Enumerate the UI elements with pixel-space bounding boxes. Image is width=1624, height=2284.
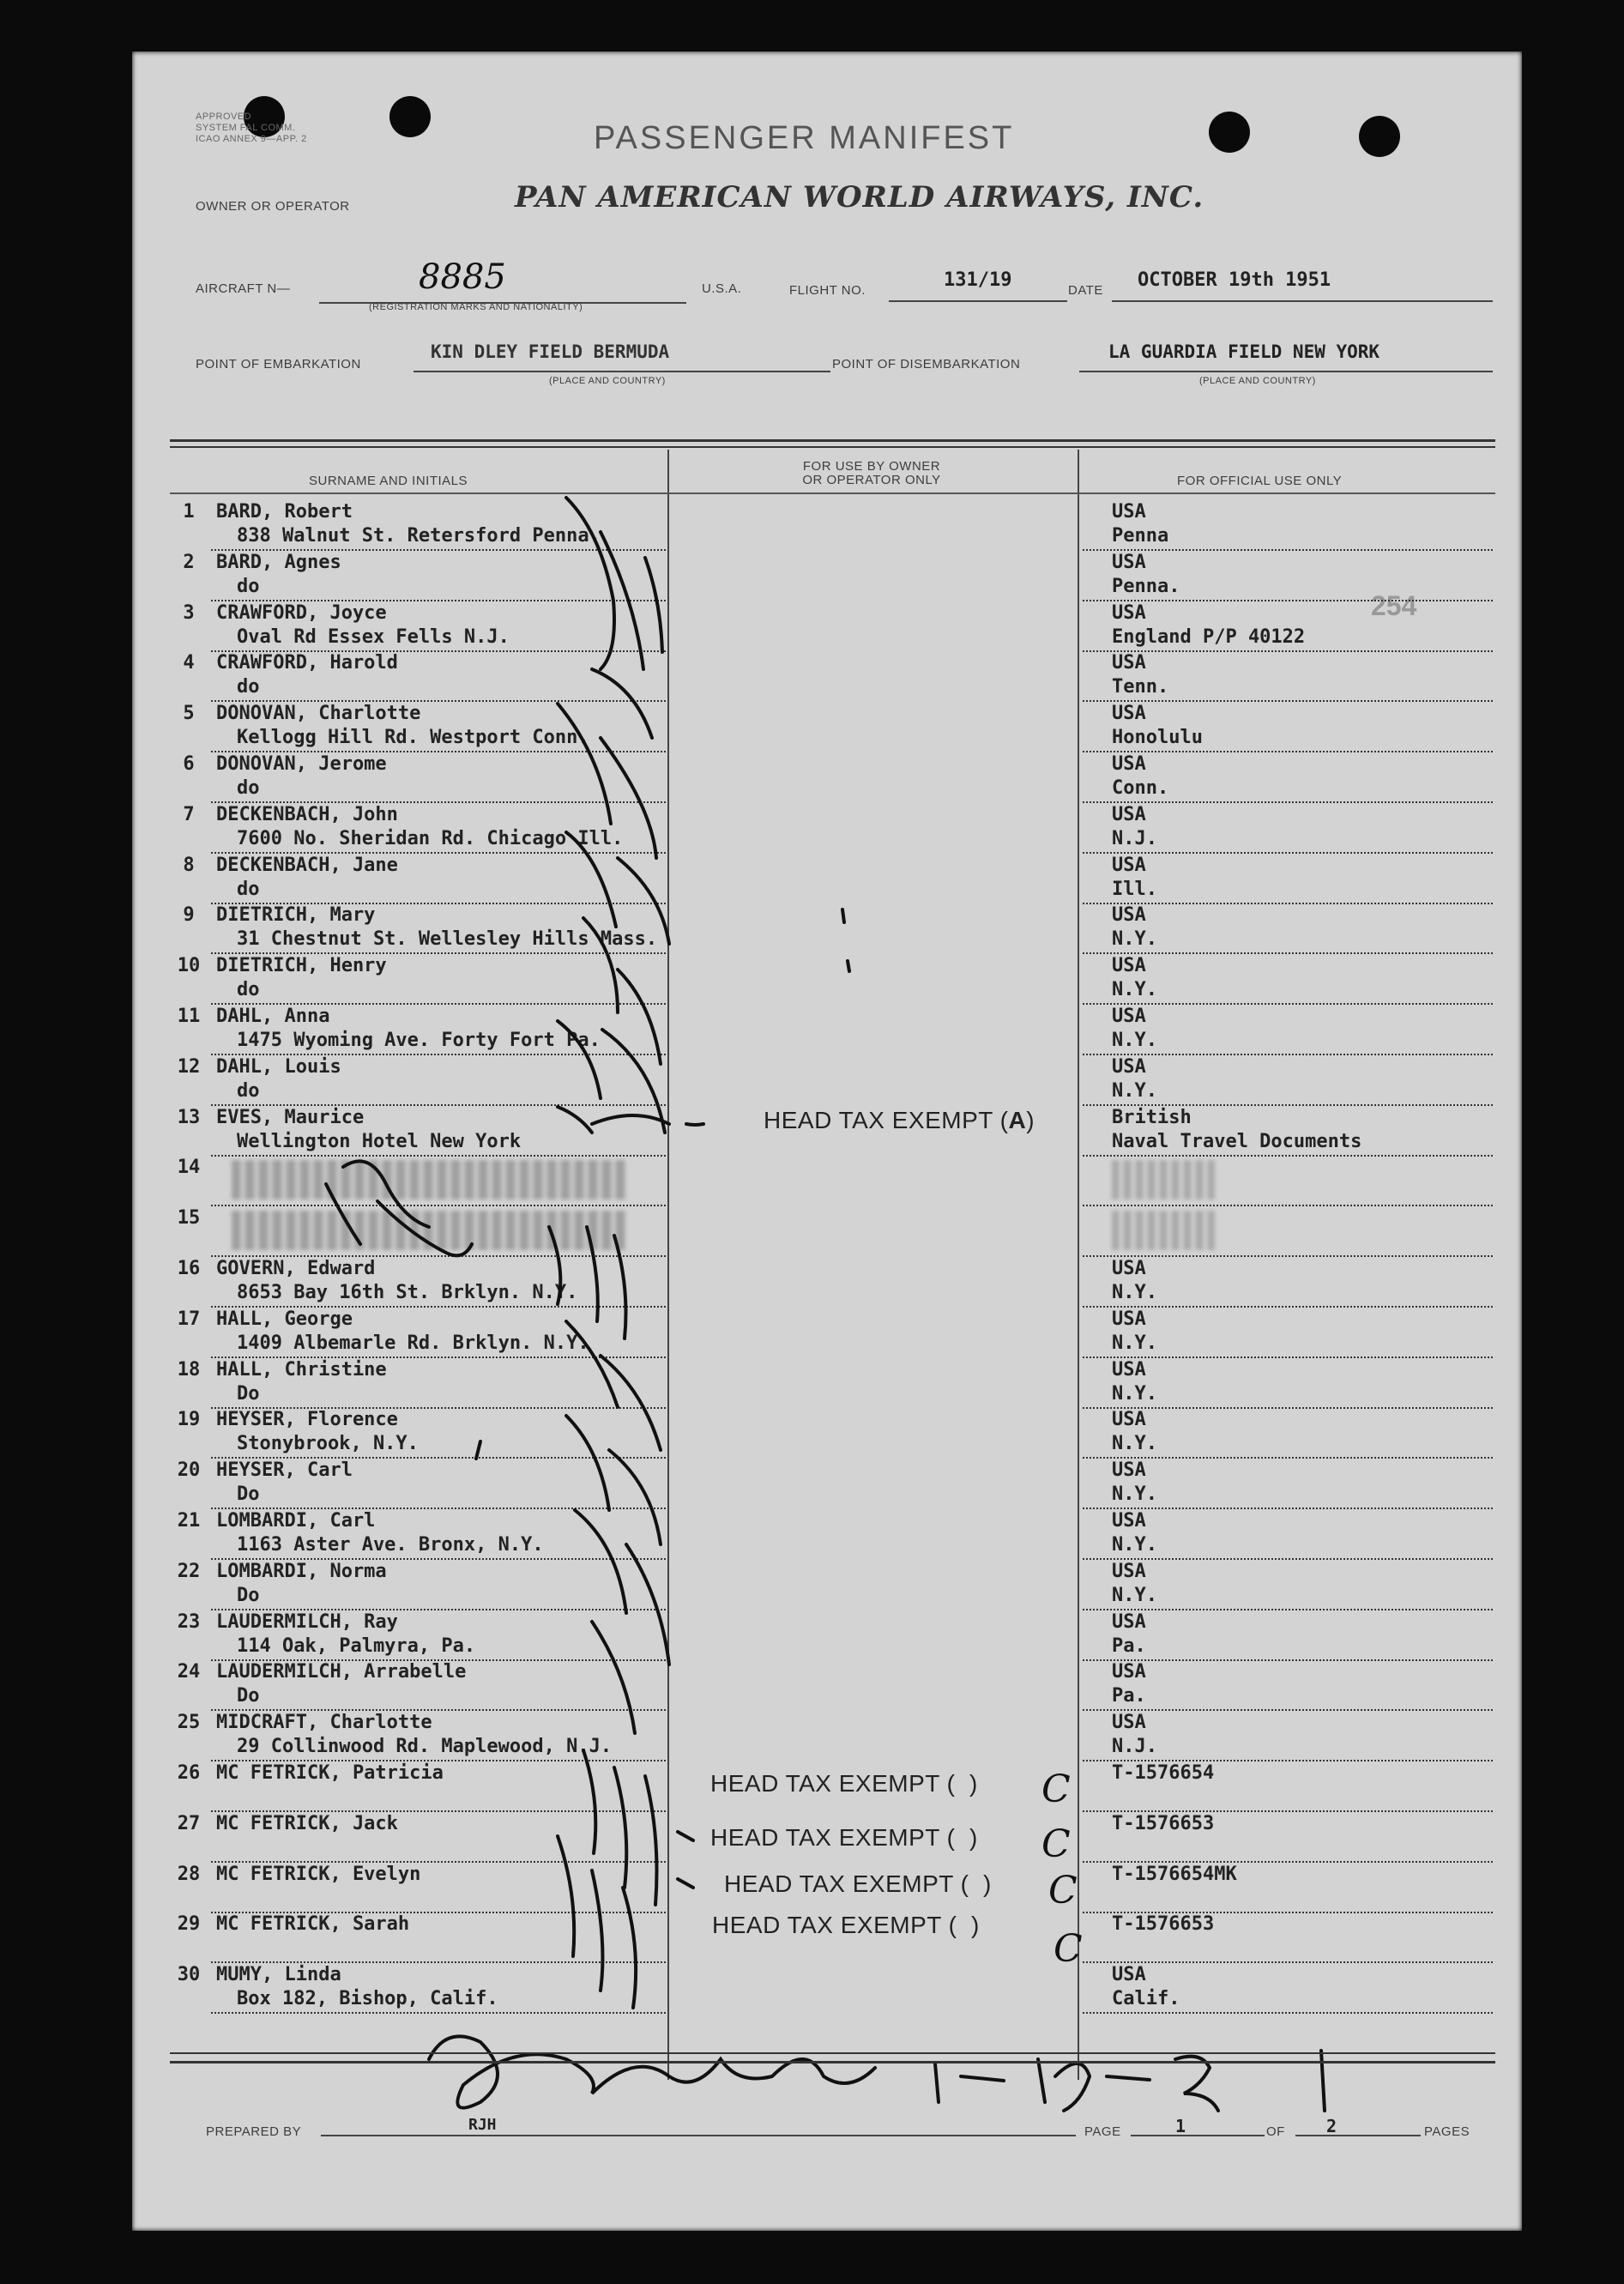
official-nationality: T-1576653 [1112, 1813, 1215, 1834]
row-number: 3 [183, 602, 195, 624]
approval-line: SYSTEM FAL COMM. [196, 123, 296, 133]
stamp-mark: C [1041, 1767, 1071, 1811]
official-residence: Penna. [1112, 576, 1180, 597]
passenger-address: 1163 Aster Ave. Bronx, N.Y. [237, 1534, 544, 1556]
passenger-name: HALL, George [216, 1308, 353, 1330]
row-guide-line [211, 1457, 666, 1459]
row-guide-line [211, 1054, 666, 1055]
official-residence: N.Y. [1112, 1030, 1157, 1051]
official-residence: N.Y. [1112, 1585, 1157, 1606]
passenger-address: Stonybrook, N.Y. [237, 1433, 419, 1454]
passenger-name: EVES, Maurice [216, 1107, 365, 1128]
passenger-name: DECKENBACH, Jane [216, 855, 398, 876]
official-residence: Penna [1112, 525, 1169, 547]
punch-hole [1209, 112, 1250, 153]
row-guide-line [211, 600, 666, 601]
official-nationality: T-1576653 [1112, 1913, 1215, 1935]
row-number: 4 [183, 652, 195, 674]
column-divider [1078, 450, 1079, 2080]
punch-hole [1359, 116, 1400, 157]
redacted-entry [1112, 1211, 1215, 1250]
official-residence: N.Y. [1112, 979, 1157, 1000]
head-tax-stamp: HEAD TAX EXEMPT ( ) [710, 1770, 978, 1797]
row-number: 29 [177, 1913, 201, 1935]
passenger-address: do [237, 879, 260, 900]
passenger-name: DAHL, Louis [216, 1056, 341, 1078]
passenger-address: 31 Chestnut St. Wellesley Hills Mass. [237, 928, 658, 950]
row-number: 24 [177, 1661, 201, 1683]
official-nationality: USA [1112, 1056, 1146, 1078]
row-number: 19 [177, 1409, 201, 1430]
row-guide-line [1083, 1205, 1493, 1206]
passenger-address: 1409 Albemarle Rd. Brklyn. N.Y. [237, 1332, 589, 1354]
row-guide-line [1083, 1861, 1493, 1863]
redacted-entry [232, 1160, 626, 1199]
passenger-name: CRAWFORD, Harold [216, 652, 398, 674]
surname-column-header: SURNAME AND INITIALS [309, 474, 468, 488]
row-number: 10 [177, 955, 201, 976]
official-residence: N.Y. [1112, 1383, 1157, 1405]
row-number: 11 [177, 1006, 201, 1027]
passenger-address: do [237, 1080, 260, 1102]
row-number: 2 [183, 552, 195, 573]
row-guide-line [1083, 1255, 1493, 1257]
passenger-name: BARD, Robert [216, 501, 353, 523]
row-guide-line [1083, 2012, 1493, 2014]
passenger-name: MC FETRICK, Sarah [216, 1913, 410, 1935]
official-residence: Tenn. [1112, 676, 1169, 698]
row-number: 16 [177, 1258, 201, 1279]
row-number: 21 [177, 1510, 201, 1532]
passenger-name: LOMBARDI, Carl [216, 1510, 376, 1532]
row-number: 26 [177, 1762, 201, 1784]
head-tax-stamp: HEAD TAX EXEMPT ( ) [712, 1912, 980, 1938]
row-guide-line [1083, 801, 1493, 803]
passenger-address: Oval Rd Essex Fells N.J. [237, 626, 510, 648]
row-number: 22 [177, 1561, 201, 1582]
passenger-address: Do [237, 1483, 260, 1505]
passenger-name: HEYSER, Florence [216, 1409, 398, 1430]
row-guide-line [211, 1810, 666, 1812]
row-guide-line [1083, 1508, 1493, 1509]
official-residence: Honolulu [1112, 727, 1203, 748]
official-nationality: USA [1112, 855, 1146, 876]
row-guide-line [1083, 1709, 1493, 1711]
row-guide-line [1083, 700, 1493, 702]
passenger-name: MC FETRICK, Jack [216, 1813, 398, 1834]
official-nationality: USA [1112, 1661, 1146, 1683]
official-residence: N.Y. [1112, 1080, 1157, 1102]
row-guide-line [211, 751, 666, 752]
row-number: 20 [177, 1459, 201, 1481]
row-guide-line [211, 1961, 666, 1963]
official-residence: N.Y. [1112, 1534, 1157, 1556]
row-number: 1 [183, 501, 195, 523]
page-number: 1 [1175, 2116, 1186, 2136]
row-guide-line [1083, 1003, 1493, 1005]
passenger-name: HEYSER, Carl [216, 1459, 353, 1481]
official-nationality: USA [1112, 904, 1146, 926]
row-number: 12 [177, 1056, 201, 1078]
official-residence: N.Y. [1112, 1332, 1157, 1354]
passenger-address: 1475 Wyoming Ave. Forty Fort Pa. [237, 1030, 601, 1051]
passenger-address: 114 Oak, Palmyra, Pa. [237, 1635, 476, 1657]
official-nationality: USA [1112, 1409, 1146, 1430]
row-guide-line [211, 852, 666, 854]
row-guide-line [1083, 549, 1493, 551]
row-guide-line [1083, 600, 1493, 601]
official-residence: N.Y. [1112, 1282, 1157, 1303]
row-guide-line [1083, 1609, 1493, 1610]
official-residence: N.J. [1112, 1736, 1157, 1757]
row-guide-line [211, 1558, 666, 1560]
official-residence: England P/P 40122 [1112, 626, 1306, 648]
passenger-name: LAUDERMILCH, Ray [216, 1611, 398, 1633]
passenger-name: MUMY, Linda [216, 1964, 341, 1985]
row-guide-line [1083, 1155, 1493, 1157]
row-number: 6 [183, 753, 195, 775]
passenger-name: DONOVAN, Jerome [216, 753, 387, 775]
approval-line: APPROVED [196, 112, 252, 122]
prepared-by-value: RJH [468, 2116, 497, 2134]
official-nationality: USA [1112, 753, 1146, 775]
owner-operator-label: OWNER OR OPERATOR [196, 199, 350, 214]
official-residence: Calif. [1112, 1988, 1180, 2009]
passenger-name: DIETRICH, Mary [216, 904, 376, 926]
official-nationality: USA [1112, 1006, 1146, 1027]
row-guide-line [1083, 1760, 1493, 1761]
official-nationality: T-1576654 [1112, 1762, 1215, 1784]
official-nationality: USA [1112, 1712, 1146, 1733]
official-residence: Conn. [1112, 777, 1169, 799]
row-guide-line [211, 549, 666, 551]
disembarkation-place: LA GUARDIA FIELD NEW YORK [1108, 341, 1380, 362]
row-guide-line [1083, 952, 1493, 954]
owner-use-header-line: OR OPERATOR ONLY [802, 473, 941, 487]
passenger-name: MC FETRICK, Evelyn [216, 1864, 421, 1885]
row-guide-line [211, 1003, 666, 1005]
official-residence: N.Y. [1112, 1433, 1157, 1454]
row-guide-line [211, 1155, 666, 1157]
passenger-name: GOVERN, Edward [216, 1258, 376, 1279]
head-tax-stamp: HEAD TAX EXEMPT ( ) [710, 1824, 978, 1851]
stamp-mark: C [1053, 1927, 1083, 1971]
approval-line: ICAO ANNEX 9—APP. 2 [196, 134, 307, 144]
row-guide-line [211, 1760, 666, 1761]
row-number: 30 [177, 1964, 201, 1985]
row-guide-line [1083, 1961, 1493, 1963]
page-total: 2 [1326, 2116, 1337, 2136]
row-guide-line [1083, 1054, 1493, 1055]
official-residence: Naval Travel Documents [1112, 1131, 1362, 1152]
passenger-address: Box 182, Bishop, Calif. [237, 1988, 498, 2009]
passenger-name: HALL, Christine [216, 1359, 387, 1381]
stamp-mark: C [1048, 1869, 1078, 1912]
passenger-address: Wellington Hotel New York [237, 1131, 522, 1152]
row-guide-line [211, 952, 666, 954]
row-number: 18 [177, 1359, 201, 1381]
passenger-address: Do [237, 1383, 260, 1405]
official-nationality: USA [1112, 955, 1146, 976]
official-nationality: USA [1112, 602, 1146, 624]
row-guide-line [1083, 751, 1493, 752]
row-guide-line [1083, 1104, 1493, 1106]
date-label: DATE [1068, 283, 1103, 298]
flight-number: 131/19 [944, 269, 1012, 291]
aircraft-label: AIRCRAFT N— [196, 281, 291, 296]
row-guide-line [1083, 852, 1493, 854]
row-guide-line [211, 1255, 666, 1257]
row-guide-line [211, 1609, 666, 1610]
passenger-address: 29 Collinwood Rd. Maplewood, N.J. [237, 1736, 613, 1757]
redacted-entry [232, 1211, 626, 1250]
passenger-name: DONOVAN, Charlotte [216, 703, 421, 724]
passenger-address: Kellogg Hill Rd. Westport Conn. [237, 727, 589, 748]
row-guide-line [1083, 1357, 1493, 1358]
pages-label: PAGES [1424, 2124, 1470, 2139]
row-guide-line [211, 700, 666, 702]
form-title: PASSENGER MANIFEST [594, 120, 1015, 156]
official-residence: Pa. [1112, 1685, 1146, 1707]
passenger-name: BARD, Agnes [216, 552, 341, 573]
passenger-address: Do [237, 1685, 260, 1707]
passenger-name: DIETRICH, Henry [216, 955, 387, 976]
official-nationality: USA [1112, 1510, 1146, 1532]
place-country-caption: (PLACE AND COUNTRY) [549, 376, 666, 386]
official-residence: Pa. [1112, 1635, 1146, 1657]
row-number: 28 [177, 1864, 201, 1885]
redacted-entry [1112, 1160, 1215, 1199]
column-divider [667, 450, 669, 2080]
place-country-caption: (PLACE AND COUNTRY) [1199, 376, 1316, 386]
row-guide-line [1083, 1306, 1493, 1308]
aircraft-registration: 8885 [419, 257, 506, 297]
official-nationality: USA [1112, 1258, 1146, 1279]
official-nationality: USA [1112, 501, 1146, 523]
registration-caption: (REGISTRATION MARKS AND NATIONALITY) [369, 302, 583, 312]
official-nationality: USA [1112, 652, 1146, 674]
passenger-name: MIDCRAFT, Charlotte [216, 1712, 432, 1733]
official-nationality: USA [1112, 1459, 1146, 1481]
row-number: 7 [183, 804, 195, 825]
head-tax-stamp: HEAD TAX EXEMPT (A) [764, 1107, 1035, 1133]
official-residence: N.Y. [1112, 1483, 1157, 1505]
prepared-by-label: PREPARED BY [206, 2124, 302, 2139]
row-number: 9 [183, 904, 195, 926]
of-label: OF [1266, 2124, 1285, 2139]
official-nationality: USA [1112, 1964, 1146, 1985]
passenger-address: do [237, 777, 260, 799]
row-guide-line [211, 1205, 666, 1206]
row-number: 15 [177, 1207, 201, 1229]
operator-name: PAN AMERICAN WORLD AIRWAYS, INC. [515, 180, 1204, 215]
official-nationality: USA [1112, 1561, 1146, 1582]
row-guide-line [211, 801, 666, 803]
row-number: 17 [177, 1308, 201, 1330]
flight-date: OCTOBER 19th 1951 [1138, 269, 1331, 291]
official-nationality: T-1576654MK [1112, 1864, 1237, 1885]
official-nationality: USA [1112, 703, 1146, 724]
table-top-rule [170, 439, 1495, 442]
official-column-header: FOR OFFICIAL USE ONLY [1177, 474, 1343, 488]
passenger-name: DAHL, Anna [216, 1006, 330, 1027]
passenger-name: LAUDERMILCH, Arrabelle [216, 1661, 467, 1683]
row-guide-line [211, 1357, 666, 1358]
passenger-address: 7600 No. Sheridan Rd. Chicago Ill. [237, 828, 624, 849]
embarkation-place: KIN DLEY FIELD BERMUDA [431, 341, 670, 362]
row-number: 5 [183, 703, 195, 724]
row-number: 25 [177, 1712, 201, 1733]
official-nationality: USA [1112, 1359, 1146, 1381]
passenger-address: 8653 Bay 16th St. Brklyn. N.Y. [237, 1282, 578, 1303]
official-residence: N.J. [1112, 828, 1157, 849]
passenger-address: do [237, 676, 260, 698]
passenger-address: 838 Walnut St. Retersford Penna. [237, 525, 601, 547]
embarkation-label: POINT OF EMBARKATION [196, 357, 361, 372]
row-guide-line [1083, 1558, 1493, 1560]
page-label: PAGE [1084, 2124, 1121, 2139]
passenger-address: do [237, 576, 260, 597]
row-guide-line [211, 1104, 666, 1106]
row-number: 14 [177, 1157, 201, 1178]
row-number: 23 [177, 1611, 201, 1633]
usa-label: U.S.A. [702, 281, 742, 296]
row-guide-line [211, 1306, 666, 1308]
passenger-name: CRAWFORD, Joyce [216, 602, 387, 624]
official-residence: N.Y. [1112, 928, 1157, 950]
passenger-name: LOMBARDI, Norma [216, 1561, 387, 1582]
row-guide-line [1083, 1810, 1493, 1812]
official-nationality: USA [1112, 804, 1146, 825]
row-number: 13 [177, 1107, 201, 1128]
passenger-address: Do [237, 1585, 260, 1606]
passenger-name: MC FETRICK, Patricia [216, 1762, 444, 1784]
flight-no-label: FLIGHT NO. [789, 283, 866, 298]
official-nationality: USA [1112, 552, 1146, 573]
row-number: 27 [177, 1813, 201, 1834]
passenger-name: DECKENBACH, John [216, 804, 398, 825]
row-guide-line [1083, 1457, 1493, 1459]
row-number: 8 [183, 855, 195, 876]
official-nationality: USA [1112, 1611, 1146, 1633]
row-guide-line [211, 1508, 666, 1509]
row-guide-line [211, 1861, 666, 1863]
approval-note [196, 112, 307, 145]
owner-use-header-line: FOR USE BY OWNER [802, 459, 941, 474]
punch-hole [389, 96, 431, 137]
margin-number: 254 [1371, 590, 1417, 621]
official-residence: Ill. [1112, 879, 1157, 900]
stamp-mark: C [1041, 1822, 1071, 1866]
owner-use-column-header [779, 460, 964, 487]
official-nationality: British [1112, 1107, 1192, 1128]
head-tax-stamp: HEAD TAX EXEMPT ( ) [724, 1870, 992, 1897]
official-nationality: USA [1112, 1308, 1146, 1330]
disembarkation-label: POINT OF DISEMBARKATION [832, 357, 1021, 372]
passenger-address: do [237, 979, 260, 1000]
row-guide-line [211, 2012, 666, 2014]
row-guide-line [211, 1709, 666, 1711]
